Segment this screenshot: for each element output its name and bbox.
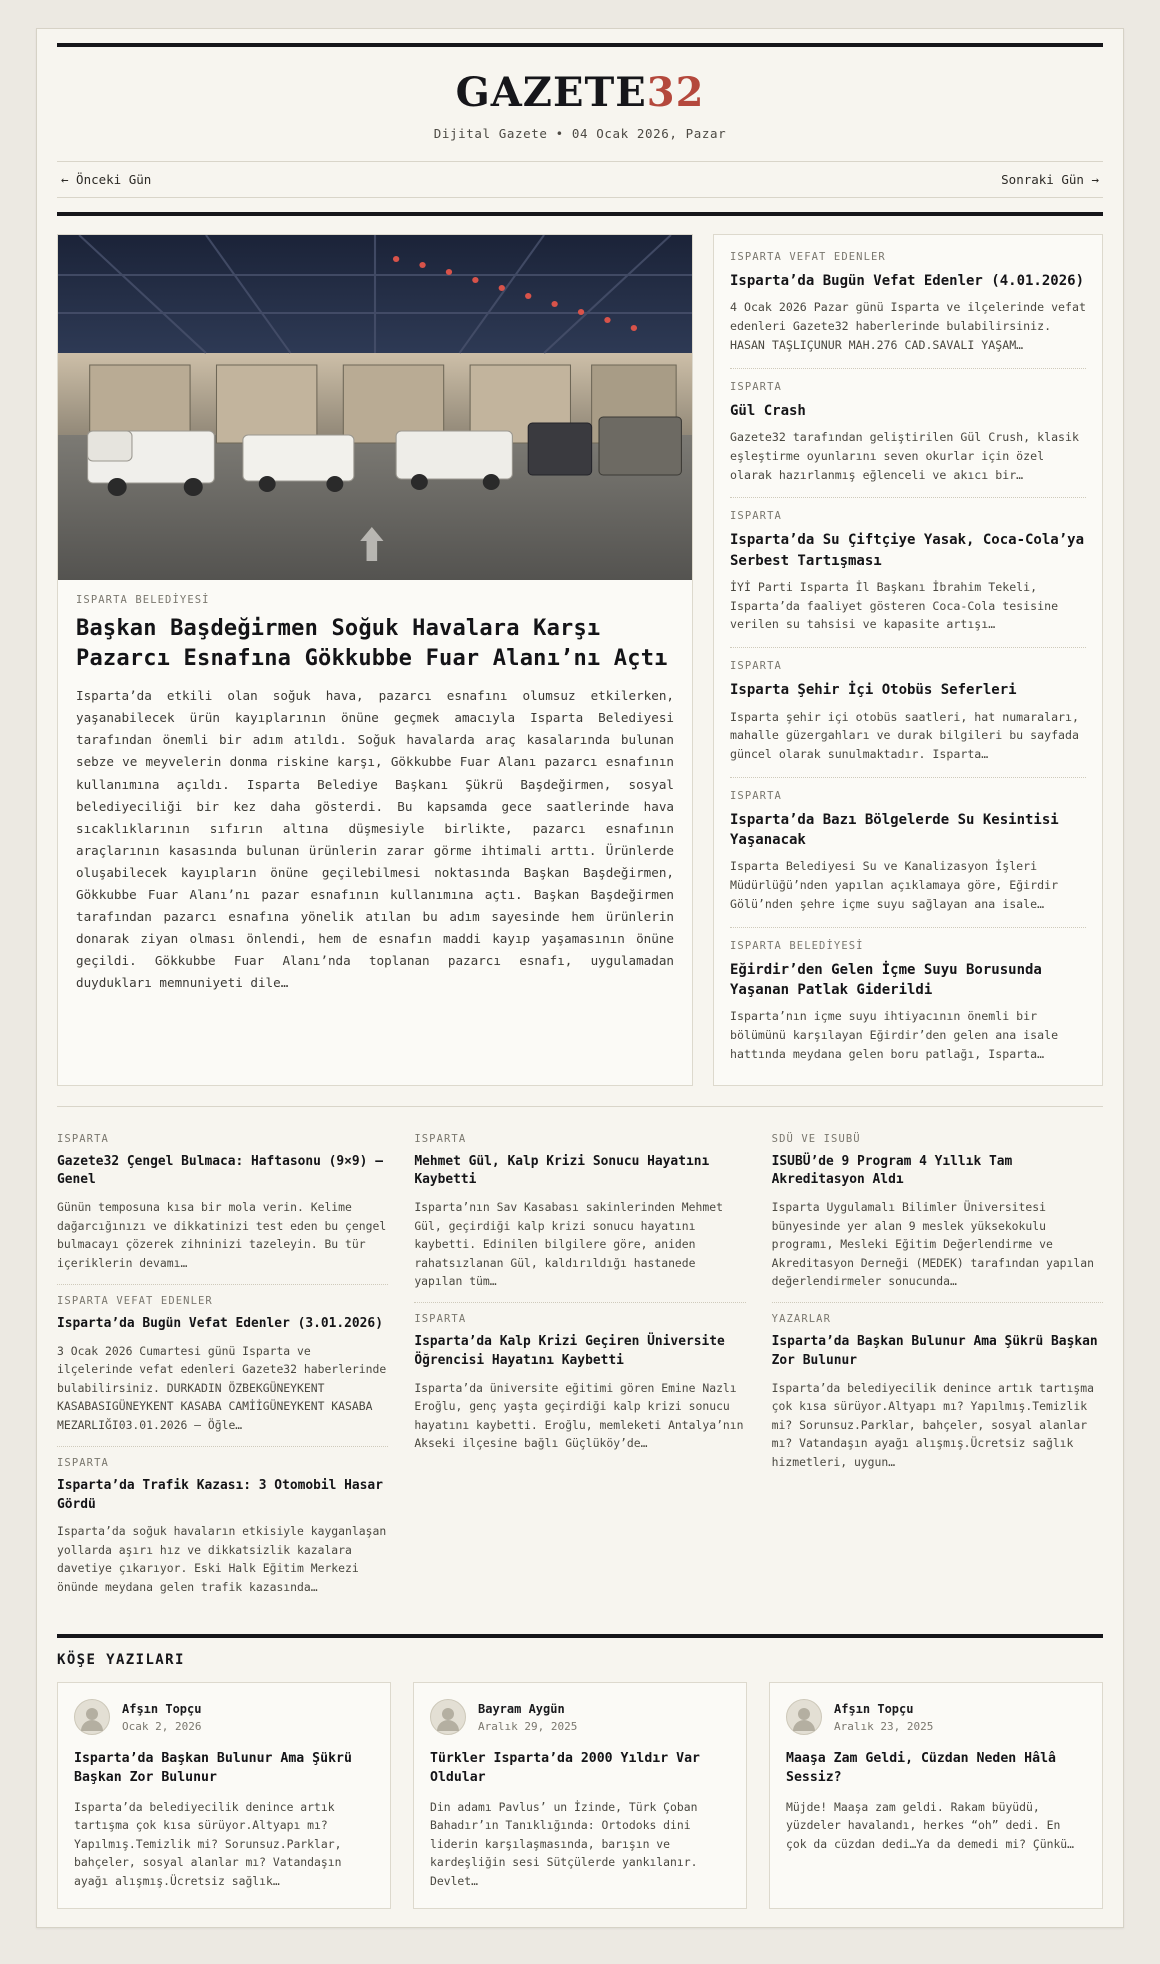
list-item-title[interactable]: Isparta’da Bugün Vefat Edenler (4.01.2026): [730, 273, 1085, 289]
lead-article-body: [58, 580, 692, 1012]
list-item-summary: Isparta Belediyesi Su ve Kanalizasyon İşleri Müdürlüğü’nden yapılan açıklamaya göre, Eğirdir Gölü’nden şehre içme suyu sağlayan ana isale…: [730, 859, 1059, 912]
list-item-summary: Isparta’da üniversite eğitimi gören Emine Nazlı Eroğlu, genç yaşta geçirdiği kalp krizi sonucu hayatını kaybetti. Eroğlu, memleketi Antalya’nın Akseki ilçesine bağlı Güçlüköy’de…: [414, 1380, 744, 1451]
list-item-summary: Isparta’da soğuk havaların etkisiyle kayganlaşan yollarda aşırı hız ve dikkatsizlik kazalara davetiye çıkarıyor. Eski Halk Eğitim Merkezi önünde meydana gelen trafik kazasında…: [57, 1524, 387, 1594]
list-item-kicker: ISPARTA VEFAT EDENLER: [730, 251, 886, 263]
paper-sheet: [36, 28, 1124, 1928]
section-rule: [57, 212, 1103, 216]
opinion-date: Aralık 29, 2025: [478, 1719, 578, 1733]
list-item-title[interactable]: Isparta’da Su Çiftçiye Yasak, Coca-Cola’ya Serbest Tartışması: [730, 532, 1085, 569]
list-item-kicker: ISPARTA: [414, 1132, 467, 1145]
lead-article-text: Isparta’da etkili olan soğuk hava, pazarcı esnafını olumsuz etkilerken, yaşanabilecek ürün kayıplarının önüne geçmek amacıyla Isparta Belediyesi tarafından önemli bir adım atıldı. Soğuk havalarda araç kasalarında bulunan sebze ve meyvelerin donma riskine karşı, Gökkubbe Fuar Alanı pazarcı esnafının kullanımına açıldı. Isparta Belediye Başkanı Şükrü Başdeğirmen, sosyal belediyeciliği bir kez daha gösterdi. Bu kapsamda gece saatlerinde hava sıcaklıklarının sıfırın altına düşmesiyle birlikte, pazarcı esnafının araçlarının kasasında bulunan ürünlerin zarar görme ihtimali arttı. Ürünlerde oluşabilecek kayıpların önüne geçilebilmesi noktasında Başkan Başdeğirmen, Gökkubbe Fuar Alanı’nı pazar esnafının kullanımına açtı. Başkan Başdeğirmen tarafından pazarcı esnafına yönelik atılan bu adım sayesinde hem ürünlerin donarak ziyan olması önlendi, hem de esnafın maddi kayıp yaşamasının önüne geçildi. Gökkubbe Fuar Alanı’nda toplanan pazarcı esnafı, uygulamadan duydukları memnuniyeti dile…: [76, 688, 674, 990]
divider: [57, 1106, 1103, 1107]
site-title-accent: 32: [646, 69, 705, 116]
opinion-card[interactable]: [769, 1682, 1103, 1909]
list-item[interactable]: [57, 1447, 388, 1608]
opinion-card-author-row: [786, 1699, 1086, 1735]
avatar: [74, 1699, 110, 1735]
list-item-title[interactable]: Isparta’da Bugün Vefat Edenler (3.01.2026): [57, 1316, 383, 1332]
list-item-summary: 4 Ocak 2026 Pazar günü Isparta ve ilçelerinde vefat edenleri Gazete32 haberlerinde bulabilirsiniz. HASAN TAŞLIÇUNUR MAH.276 CAD.SAVALI YAŞAM…: [730, 300, 1086, 352]
list-item[interactable]: [414, 1303, 745, 1464]
list-item-summary: Isparta Uygulamalı Bilimler Üniversitesi bünyesinde yer alan 9 meslek yüksekokulu programı, Mesleki Eğitim Değerlendirme ve Akreditasyon Derneği (MEDEK) tarafından yapılan değerlendirmeler sonucunda…: [771, 1200, 1094, 1289]
lead-article-headline[interactable]: Başkan Başdeğirmen Soğuk Havalara Karşı Pazarcı Esnafına Gökkubbe Fuar Alanı’nı Açtı: [76, 616, 668, 671]
masthead-subtitle: Dijital Gazete • 04 Ocak 2026, Pazar: [433, 126, 727, 141]
top-section: [57, 234, 1103, 1086]
lead-article[interactable]: [57, 234, 693, 1086]
list-item-kicker: YAZARLAR: [771, 1313, 832, 1326]
news-columns: [57, 1123, 1103, 1609]
list-item-summary: Isparta’nın Sav Kasabası sakinlerinden Mehmet Gül, geçirdiği kalp krizi sonucu hayatını kaybetti. Edinilen bilgilere göre, aniden rahatsızlanan Gül, kaldırıldığı hastanede yapılan tüm…: [414, 1200, 723, 1289]
list-item[interactable]: [772, 1303, 1103, 1483]
news-column-2: [414, 1123, 745, 1609]
opinion-date: Ocak 2, 2026: [122, 1719, 202, 1733]
date-navigation: [57, 161, 1103, 198]
list-item-kicker: ISPARTA: [730, 510, 782, 523]
list-item-summary: Günün temposuna kısa bir mola verin. Kelime dağarcığınızı ve dikkatinizi test eden bu çengel bulmacayı çözerek zihninizi tazeleyin. Bu tür içeriklerin devamı…: [57, 1200, 387, 1270]
list-item[interactable]: [57, 1285, 388, 1447]
site-title-main: GAZETE: [455, 69, 647, 116]
opinion-title[interactable]: Türkler Isparta’da 2000 Yıldır Var Oldular: [430, 1751, 700, 1786]
list-item-title[interactable]: Gül Crash: [730, 402, 806, 419]
list-item[interactable]: [730, 239, 1086, 369]
list-item-kicker: ISPARTA BELEDİYESİ: [730, 939, 864, 952]
prev-day-link[interactable]: ← Önceki Gün: [61, 172, 152, 187]
list-item-title[interactable]: Isparta’da Kalp Krizi Geçiren Üniversite Öğrencisi Hayatını Kaybetti: [414, 1334, 725, 1369]
news-column-1: [57, 1123, 388, 1609]
opinion-summary: Din adamı Pavlus’ un İzinde, Türk Çoban Bahadır’ın Tanıklığında: Ortodoks dini liderin karşılaşmasında, barışın ve kardeşliğin sesi Sütçülerde yankılanır. Devlet…: [430, 1799, 698, 1888]
list-item-kicker: ISPARTA: [730, 660, 782, 673]
list-item-summary: Isparta şehir içi otobüs saatleri, hat numaraları, mahalle güzergahları ve durak bilgileri bu sayfada güncel olarak sunulmaktadır. Isparta…: [730, 709, 1080, 762]
site-title[interactable]: [57, 69, 1103, 116]
list-item-kicker: SDÜ VE ISUBÜ: [771, 1132, 861, 1145]
list-item-title[interactable]: ISUBÜ’de 9 Program 4 Yıllık Tam Akreditasyon Aldı: [771, 1153, 1013, 1188]
list-item-title[interactable]: Gazete32 Çengel Bulmaca: Haftasonu (9×9) – Genel: [57, 1153, 383, 1188]
opinion-cards: [57, 1682, 1103, 1909]
list-item-title[interactable]: Eğirdir’den Gelen İçme Suyu Borusunda Yaşanan Patlak Giderildi: [730, 961, 1042, 999]
opinion-author-name: Afşın Topçu: [834, 1701, 914, 1716]
list-item[interactable]: [730, 648, 1086, 778]
sidebar-news-list: [713, 234, 1103, 1086]
opinion-author-name: Bayram Aygün: [478, 1701, 565, 1716]
opinion-card[interactable]: [57, 1682, 391, 1909]
lead-article-kicker: ISPARTA BELEDİYESİ: [76, 594, 210, 606]
list-item[interactable]: [772, 1123, 1103, 1304]
list-item-title[interactable]: Isparta’da Başkan Bulunur Ama Şükrü Başkan Zor Bulunur: [771, 1334, 1098, 1369]
list-item-kicker: ISPARTA: [57, 1132, 109, 1145]
list-item[interactable]: [57, 1123, 388, 1285]
list-item-summary: 3 Ocak 2026 Cumartesi günü Isparta ve ilçelerinde vefat edenleri Gazete32 haberlerinde bulabilirsiniz. DURKADIN ÖZBEKGÜNEYKENT KASABASIGÜNEYKENT KASABA CAMİİGÜNEYKENT KASABA MEZARLIĞI03.01.2026 – Öğle…: [57, 1343, 387, 1432]
list-item-summary: Gazete32 tarafından geliştirilen Gül Crush, klasik eşleştirme oyunlarını seven okurlar için özel olarak hazırlanmış eğlenceli ve akıcı bir…: [730, 429, 1080, 482]
list-item-kicker: ISPARTA: [730, 789, 782, 802]
list-item-kicker: ISPARTA: [730, 380, 782, 393]
list-item-kicker: ISPARTA VEFAT EDENLER: [57, 1295, 213, 1308]
list-item-summary: Isparta’da belediyecilik denince artık tartışma çok kısa sürüyor.Altyapı mı? Yapılmış.Temizlik mi? Sorunsuz.Parklar, bahçeler, sosyal alanlar mı? Vatandaşın ayağı alışmış.Ücretsiz sağlık hizmetleri, uygun…: [771, 1380, 1094, 1469]
masthead: [37, 47, 1123, 147]
lead-article-photo: [58, 235, 692, 580]
list-item-kicker: ISPARTA: [414, 1313, 467, 1326]
avatar: [430, 1699, 466, 1735]
opinion-title[interactable]: Maaşa Zam Geldi, Cüzdan Neden Hâlâ Sessiz?: [786, 1751, 1056, 1786]
list-item[interactable]: [730, 369, 1086, 499]
list-item[interactable]: [730, 498, 1086, 648]
list-item-title[interactable]: Isparta’da Trafik Kazası: 3 Otomobil Hasar Gördü: [57, 1478, 383, 1512]
list-item-kicker: ISPARTA: [57, 1457, 109, 1470]
opinion-card-author-row: [74, 1699, 374, 1735]
list-item[interactable]: [414, 1123, 745, 1304]
opinion-author-name: Afşın Topçu: [122, 1701, 202, 1716]
opinion-date: Aralık 23, 2025: [834, 1719, 934, 1733]
opinion-title[interactable]: Isparta’da Başkan Bulunur Ama Şükrü Başkan Zor Bulunur: [74, 1751, 352, 1786]
list-item-title[interactable]: Isparta’da Bazı Bölgelerde Su Kesintisi Yaşanacak: [730, 811, 1059, 849]
opinion-card[interactable]: [413, 1682, 747, 1909]
opinion-card-author-row: [430, 1699, 730, 1735]
opinion-section-heading: KÖŞE YAZILARI: [57, 1634, 1103, 1668]
opinion-summary: Isparta’da belediyecilik denince artık tartışma çok kısa sürüyor.Altyapı mı? Yapılmış.Temizlik mi? Sorunsuz.Parklar, bahçeler, sosyal alanlar mı? Vatandaşın ayağı alışmış.Ücretsiz sağlık…: [74, 1799, 342, 1888]
list-item-title[interactable]: Isparta Şehir İçi Otobüs Seferleri: [730, 682, 1017, 699]
list-item[interactable]: [730, 778, 1086, 928]
list-item-summary: Isparta’nın içme suyu ihtiyacının önemli bir bölümünü karşılayan Eğirdir’den gelen ana isale hattında meydana gelen boru patlağı, Isparta…: [730, 1009, 1059, 1061]
opinion-summary: Müjde! Maaşa zam geldi. Rakam büyüdü, yüzdeler havalandı, herkes “oh” dedi. En çok da cüzdan dedi…Ya da demedi mi? Çünkü…: [786, 1799, 1075, 1851]
list-item-title[interactable]: Mehmet Gül, Kalp Krizi Sonucu Hayatını Kaybetti: [414, 1153, 710, 1188]
next-day-link[interactable]: Sonraki Gün →: [1001, 172, 1099, 187]
list-item[interactable]: [730, 928, 1086, 1077]
list-item-summary: İYİ Parti Isparta İl Başkanı İbrahim Tekeli, Isparta’da faaliyet gösteren Coca-Cola tesisine verilen su tahsisi ve kapasite artışı…: [730, 579, 1059, 632]
avatar: [786, 1699, 822, 1735]
news-column-3: [772, 1123, 1103, 1609]
